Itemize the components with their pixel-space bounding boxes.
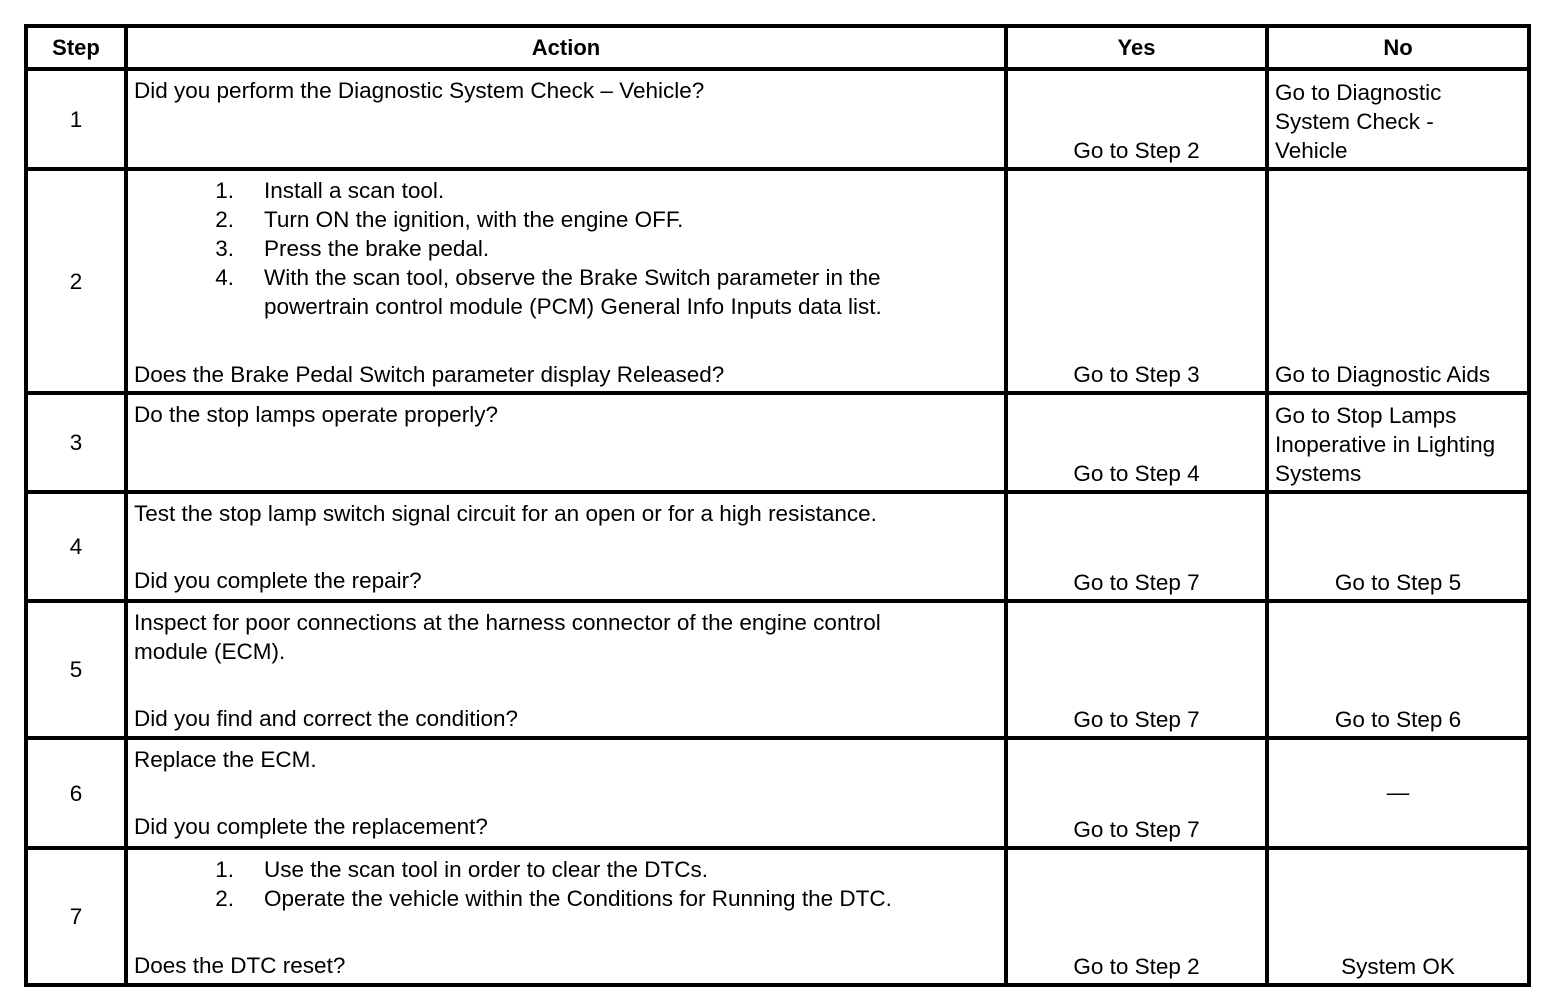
action-cell (126, 738, 1006, 848)
instruction-text: Test the stop lamp switch signal circuit for an open or for a high resistance. (134, 501, 877, 526)
no-line: Inoperative in Lighting (1275, 432, 1496, 457)
step-number: 2 (26, 169, 126, 393)
substep-text: Install a scan tool. (264, 178, 445, 203)
substep (134, 855, 998, 884)
substep (134, 234, 998, 263)
no-line: Vehicle (1275, 138, 1348, 163)
instruction-line: module (ECM). (134, 639, 286, 664)
substep-number: 1. (215, 178, 234, 203)
substep-number: 2. (215, 207, 234, 232)
table-row (26, 492, 1529, 601)
action-cell (126, 848, 1006, 985)
no-line: Systems (1275, 461, 1362, 486)
table-row (26, 69, 1529, 169)
yes-cell: Go to Step 7 (1006, 601, 1267, 738)
question-text: Did you complete the repair? (134, 568, 422, 593)
header-row (26, 26, 1529, 69)
substep-text: With the scan tool, observe the Brake Switch parameter in the (264, 265, 881, 290)
table-row (26, 738, 1529, 848)
substep-text: Turn ON the ignition, with the engine OFF. (264, 207, 684, 232)
step-number: 6 (26, 738, 126, 848)
question-text: Did you perform the Diagnostic System Check – Vehicle? (134, 78, 705, 103)
substep-list (134, 176, 998, 321)
action-cell (126, 601, 1006, 738)
no-cell: System OK (1267, 848, 1529, 985)
question-text: Did you find and correct the condition? (134, 706, 518, 731)
substep-number: 2. (215, 886, 234, 911)
diagnostic-table (24, 24, 1531, 987)
action-cell (126, 393, 1006, 492)
table-row (26, 169, 1529, 393)
step-number: 5 (26, 601, 126, 738)
question-text: Does the Brake Pedal Switch parameter display Released? (134, 362, 725, 387)
table-row (26, 848, 1529, 985)
step-number: 7 (26, 848, 126, 985)
substep (134, 884, 998, 913)
no-cell: — (1267, 738, 1529, 848)
header-action: Action (126, 26, 1006, 69)
question-text: Did you complete the replacement? (134, 814, 488, 839)
yes-cell: Go to Step 7 (1006, 738, 1267, 848)
no-cell (1267, 393, 1529, 492)
substep (134, 292, 998, 321)
action-cell (126, 492, 1006, 601)
header-yes: Yes (1006, 26, 1267, 69)
table-row (26, 393, 1529, 492)
substep (134, 263, 998, 292)
no-cell: Go to Step 6 (1267, 601, 1529, 738)
substep-number: 1. (215, 857, 234, 882)
table-row (26, 601, 1529, 738)
substep-text: Operate the vehicle within the Conditions for Running the DTC. (264, 886, 892, 911)
substep-text: Press the brake pedal. (264, 236, 490, 261)
substep-number: 3. (215, 236, 234, 261)
yes-cell: Go to Step 4 (1006, 393, 1267, 492)
no-cell (1267, 69, 1529, 169)
yes-cell: Go to Step 2 (1006, 69, 1267, 169)
yes-cell: Go to Step 2 (1006, 848, 1267, 985)
no-cell: Go to Step 5 (1267, 492, 1529, 601)
step-number: 3 (26, 393, 126, 492)
yes-cell: Go to Step 7 (1006, 492, 1267, 601)
question-text: Do the stop lamps operate properly? (134, 402, 498, 427)
substep-number: 4. (215, 265, 234, 290)
no-line: System Check - (1275, 109, 1434, 134)
question-text: Does the DTC reset? (134, 953, 346, 978)
substep-number (134, 292, 234, 321)
step-number: 1 (26, 69, 126, 169)
header-no: No (1267, 26, 1529, 69)
no-line: Go to Stop Lamps (1275, 403, 1457, 428)
substep-list (134, 855, 998, 913)
substep-text: powertrain control module (PCM) General Info Inputs data list. (264, 294, 882, 319)
no-line: Go to Diagnostic (1275, 80, 1442, 105)
action-cell (126, 169, 1006, 393)
substep (134, 205, 998, 234)
yes-cell: Go to Step 3 (1006, 169, 1267, 393)
instruction-text: Replace the ECM. (134, 747, 317, 772)
instruction-line: Inspect for poor connections at the harness connector of the engine control (134, 610, 881, 635)
header-step: Step (26, 26, 126, 69)
action-cell (126, 69, 1006, 169)
substep-text: Use the scan tool in order to clear the DTCs. (264, 857, 708, 882)
substep (134, 176, 998, 205)
step-number: 4 (26, 492, 126, 601)
no-cell: Go to Diagnostic Aids (1267, 169, 1529, 393)
